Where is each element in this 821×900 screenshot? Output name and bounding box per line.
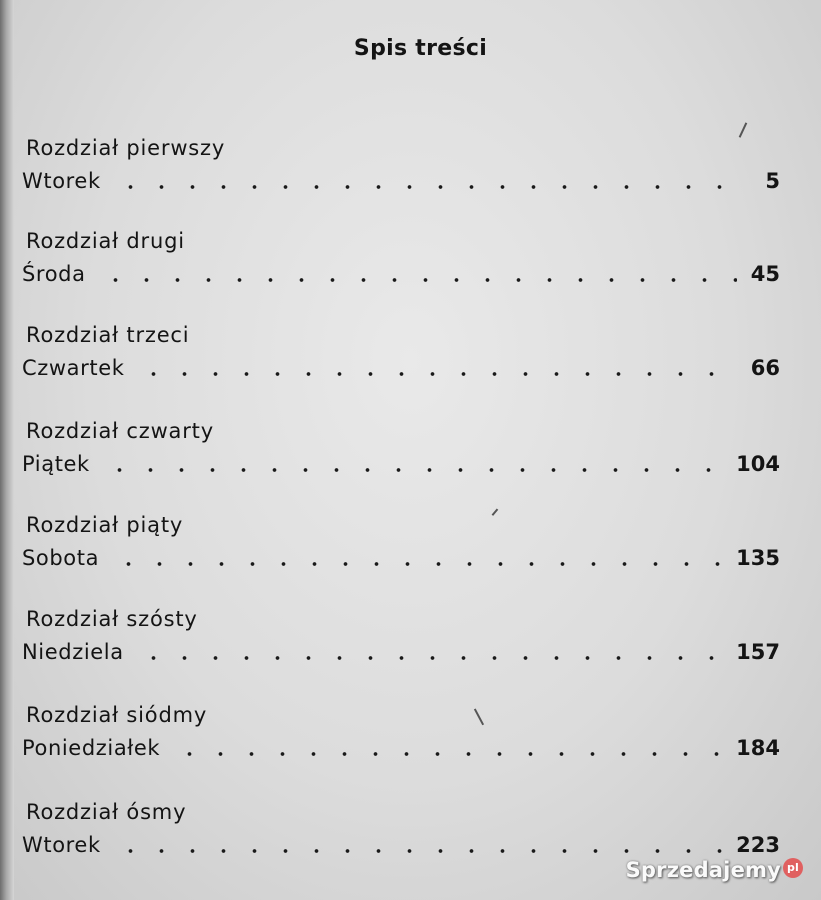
- chapter-label: Rozdział piąty: [26, 513, 184, 537]
- page-number: 223: [736, 833, 780, 857]
- chapter-label: Rozdział drugi: [26, 229, 185, 253]
- chapter-label: Rozdział siódmy: [26, 703, 208, 727]
- dot-leader: [138, 371, 736, 377]
- chapter-day: Poniedziałek: [22, 736, 161, 760]
- chapter-day: Niedziela: [22, 640, 124, 664]
- dot-leader: [104, 467, 722, 473]
- page-number: 135: [736, 546, 780, 570]
- toc-entry: [22, 323, 780, 393]
- page-title: Spis treści: [353, 36, 488, 61]
- chapter-label: Rozdział trzeci: [26, 323, 190, 347]
- chapter-label: Rozdział szósty: [26, 607, 198, 631]
- page-number: 45: [750, 262, 780, 286]
- watermark-badge: pl: [783, 858, 803, 878]
- dot-leader: [115, 848, 722, 854]
- page-number: 157: [736, 640, 780, 664]
- dot-leader: [138, 655, 722, 661]
- chapter-day: Wtorek: [22, 833, 101, 857]
- watermark-logo: [626, 858, 803, 882]
- dot-leader: [115, 184, 746, 190]
- dot-leader: [174, 751, 722, 757]
- chapter-label: Rozdział pierwszy: [26, 136, 226, 160]
- chapter-day: Czwartek: [22, 356, 125, 380]
- dot-leader: [100, 277, 737, 283]
- dot-leader: [113, 561, 722, 567]
- chapter-day: Piątek: [22, 452, 90, 476]
- toc-entry: [22, 513, 780, 583]
- chapter-day: Środa: [22, 262, 86, 286]
- page-number: 66: [750, 356, 780, 380]
- toc-entry: [22, 703, 780, 773]
- book-spine-shadow: [0, 0, 14, 900]
- toc-entry: [22, 607, 780, 677]
- watermark-text: Sprzedajemy: [625, 858, 781, 882]
- page-number: 184: [736, 736, 780, 760]
- chapter-label: Rozdział czwarty: [26, 419, 214, 443]
- page-number: 104: [736, 452, 780, 476]
- chapter-day: Sobota: [22, 546, 100, 570]
- chapter-label: Rozdział ósmy: [26, 800, 187, 824]
- toc-entry: [22, 229, 780, 299]
- toc-entry: [22, 136, 780, 206]
- toc-entry: [22, 419, 780, 489]
- page-number: 5: [765, 169, 780, 193]
- chapter-day: Wtorek: [22, 169, 101, 193]
